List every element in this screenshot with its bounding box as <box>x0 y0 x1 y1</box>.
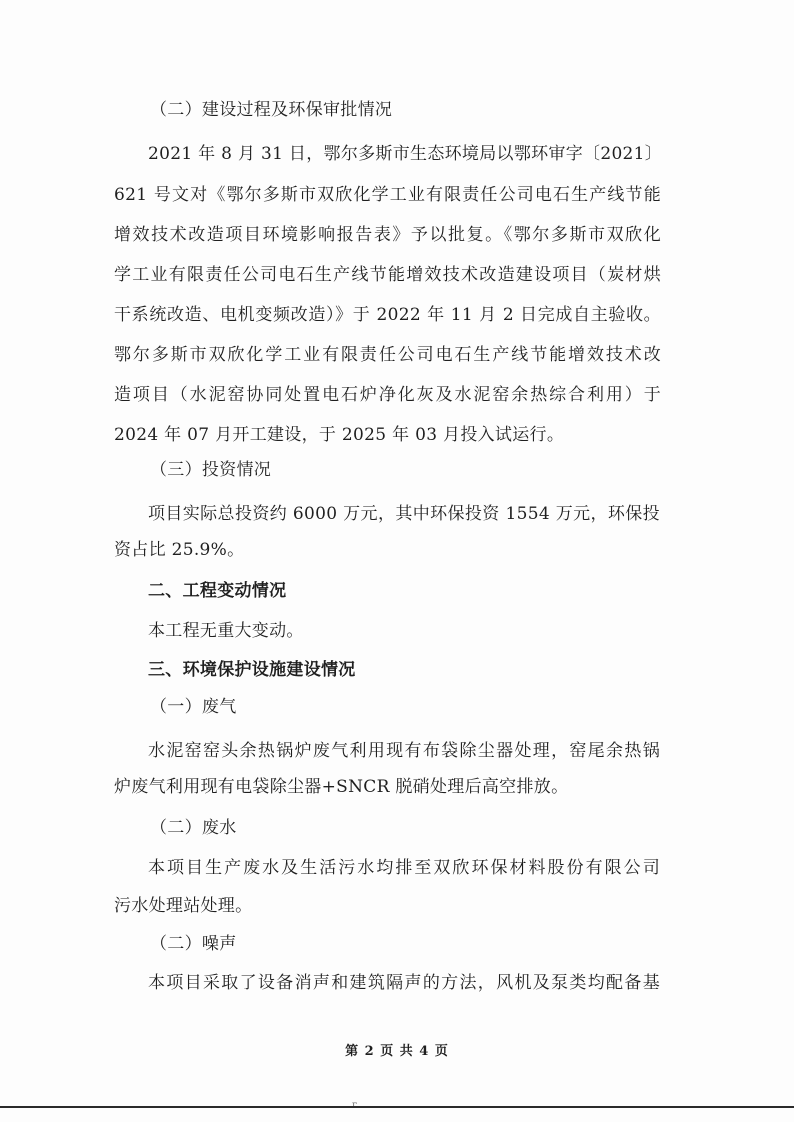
paragraph-line: 污水处理站处理。 <box>114 896 253 916</box>
paragraph-line: 本项目生产废水及生活污水均排至双欣环保材料股份有限公司 <box>148 858 660 878</box>
subsection-heading-waste-gas: （一）废气 <box>150 697 237 717</box>
paragraph-line: 2024 年 07 月开工建设，于 2025 年 03 月投入试运行。 <box>114 425 565 445</box>
section-heading-construction: （二）建设过程及环保审批情况 <box>150 100 393 120</box>
paragraph-line: 造项目（水泥窑协同处置电石炉净化灰及水泥窑余热综合利用）于 <box>114 385 661 405</box>
section-heading-investment: （三）投资情况 <box>150 460 272 480</box>
paragraph-line: 项目实际总投资约 6000 万元，其中环保投资 1554 万元，环保投 <box>148 504 660 524</box>
subsection-heading-noise: （二）噪声 <box>150 934 237 954</box>
paragraph-line: 学工业有限责任公司电石生产线节能增效技术改造建设项目（炭材烘 <box>114 265 661 285</box>
paragraph-line: 炉废气利用现有电袋除尘器+SNCR 脱硝处理后高空排放。 <box>114 777 569 797</box>
paragraph-line: 增效技术改造项目环境影响报告表》予以批复。《鄂尔多斯市双欣化 <box>114 225 661 245</box>
page-number-footer: 第 2 页 共 4 页 <box>345 1044 449 1059</box>
paragraph-line: 水泥窑窑头余热锅炉废气利用现有布袋除尘器处理，窑尾余热锅 <box>148 741 660 761</box>
subsection-heading-waste-water: （二）废水 <box>150 818 237 838</box>
section-heading-env-facilities: 三、环境保护设施建设情况 <box>148 660 356 680</box>
paragraph-line: 资占比 25.9%。 <box>114 540 245 560</box>
scan-edge-line <box>0 1106 794 1108</box>
section-heading-changes: 二、工程变动情况 <box>148 581 287 601</box>
paragraph-line: 干系统改造、电机变频改造）》于 2022 年 11 月 2 日完成自主验收。 <box>114 305 661 325</box>
paragraph-line: 本项目采取了设备消声和建筑隔声的方法，风机及泵类均配备基 <box>148 973 660 993</box>
paragraph-line: 鄂尔多斯市双欣化学工业有限责任公司电石生产线节能增效技术改 <box>114 345 661 365</box>
paragraph-line: 621 号文对《鄂尔多斯市双欣化学工业有限责任公司电石生产线节能 <box>114 185 661 205</box>
paragraph-line: 本工程无重大变动。 <box>148 621 304 641</box>
paragraph-line: 2021 年 8 月 31 日，鄂尔多斯市生态环境局以鄂环审字〔2021〕 <box>148 144 663 164</box>
